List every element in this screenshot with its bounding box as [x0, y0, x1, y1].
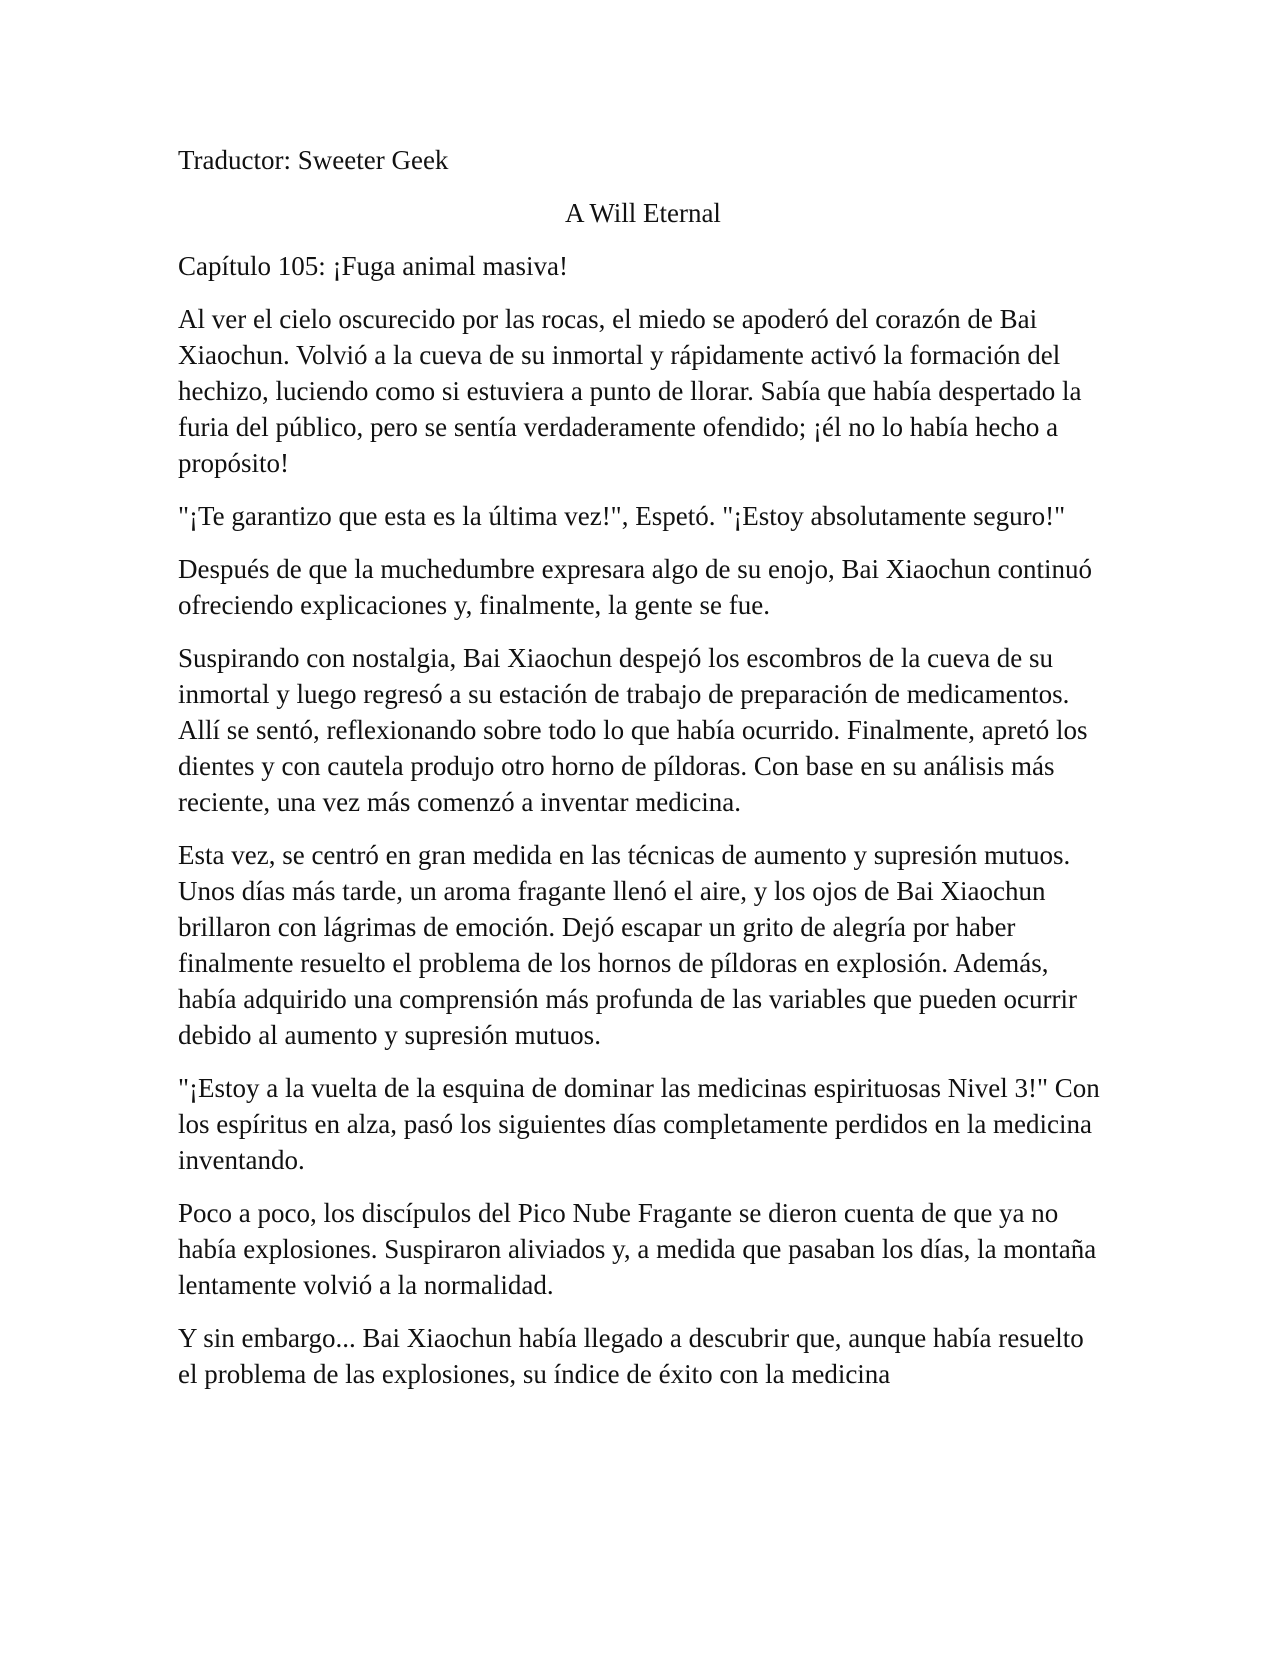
body-paragraph: Al ver el cielo oscurecido por las rocas, el miedo se apoderó del corazón de Bai Xiaochun. Volvió a la cueva de su inmortal y rápidamente activó la formación del hechizo, luciendo como si estuviera a punto de llorar. Sabía que había despertado la furia del público, pero se sentía verdaderamente ofendido; ¡él no lo había hecho a propósito! — [178, 304, 1082, 478]
body-paragraph: Suspirando con nostalgia, Bai Xiaochun despejó los escombros de la cueva de su inmortal y luego regresó a su estación de trabajo de preparación de medicamentos. Allí se sentó, reflexionando sobre todo lo que había ocurrido. Finalmente, apretó los dientes y con cautela produjo otro horno de píldoras. Con base en su análisis más reciente, una vez más comenzó a inventar medicina. — [178, 643, 1088, 817]
translator-credit: Traductor: Sweeter Geek — [178, 145, 449, 175]
body-paragraph: Después de que la muchedumbre expresara algo de su enojo, Bai Xiaochun continuó ofreciendo explicaciones y, finalmente, la gente se fue. — [178, 554, 1092, 620]
body-paragraph: "¡Te garantizo que esta es la última vez!", Espetó. "¡Estoy absolutamente seguro!" — [178, 501, 1066, 531]
body-paragraph: Y sin embargo... Bai Xiaochun había llegado a descubrir que, aunque había resuelto el problema de las explosiones, su índice de éxito con la medicina — [178, 1323, 1084, 1389]
book-title: A Will Eternal — [565, 198, 721, 228]
body-paragraph: "¡Estoy a la vuelta de la esquina de dominar las medicinas espirituosas Nivel 3!" Con los espíritus en alza, pasó los siguientes días completamente perdidos en la medicina inventando. — [178, 1073, 1100, 1175]
body-paragraph: Esta vez, se centró en gran medida en las técnicas de aumento y supresión mutuos. Unos días más tarde, un aroma fragante llenó el aire, y los ojos de Bai Xiaochun brillaron con lágrimas de emoción. Dejó escapar un grito de alegría por haber finalmente resuelto el problema de los hornos de píldoras en explosión. Además, había adquirido una comprensión más profunda de las variables que pueden ocurrir debido al aumento y supresión mutuos. — [178, 840, 1077, 1050]
chapter-heading: Capítulo 105: ¡Fuga animal masiva! — [178, 251, 568, 281]
body-paragraph: Poco a poco, los discípulos del Pico Nube Fragante se dieron cuenta de que ya no había explosiones. Suspiraron aliviados y, a medida que pasaban los días, la montaña lentamente volvió a la normalidad. — [178, 1198, 1097, 1300]
document-page — [178, 142, 1108, 1409]
